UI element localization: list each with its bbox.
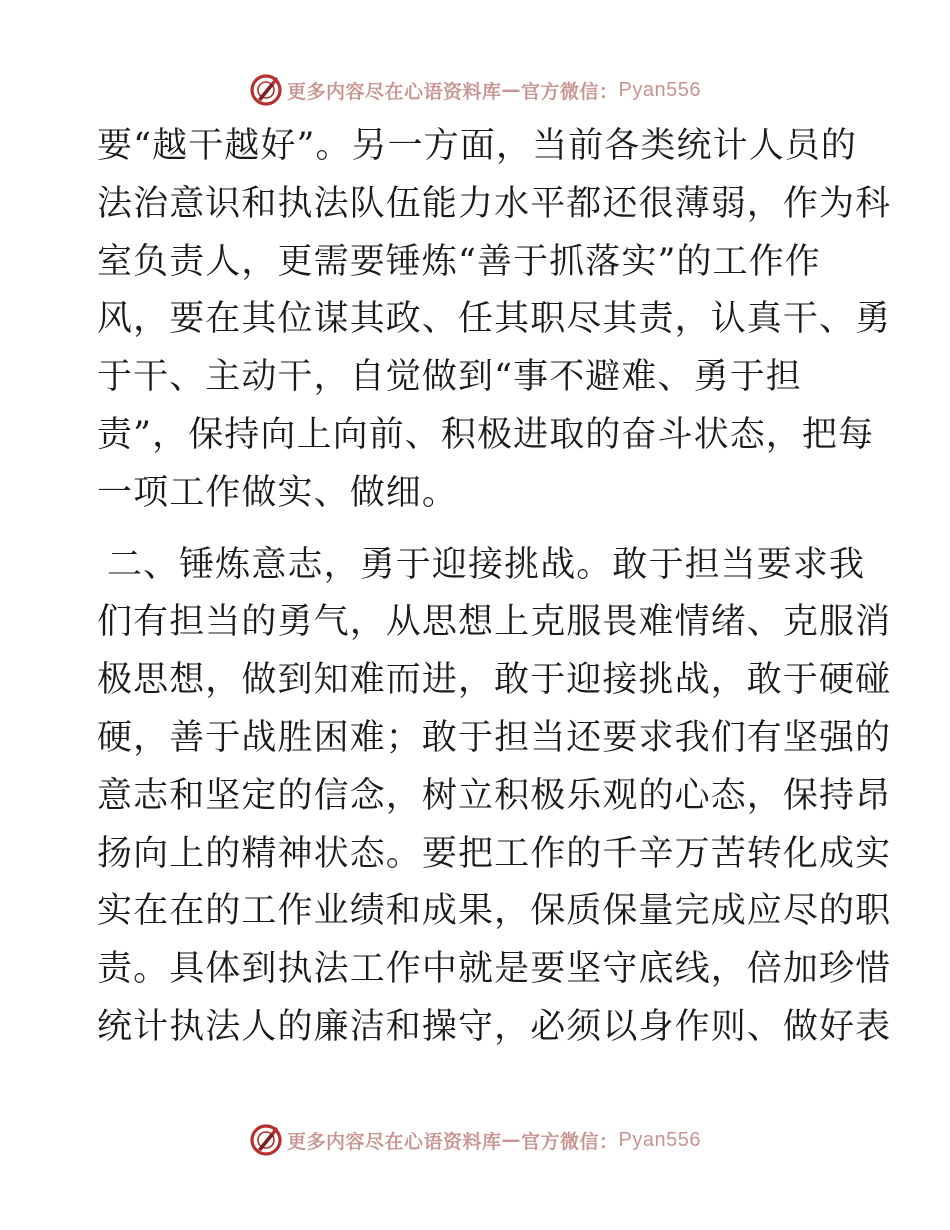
paragraph-1	[97, 118, 892, 523]
footer-banner	[0, 1120, 950, 1160]
banner-wechat-id: Pyan556	[618, 1128, 701, 1151]
text-line: 意志和坚定的信念，树立积极乐观的心态，保持昂	[97, 775, 892, 816]
document-body	[97, 118, 892, 1057]
paragraph-2	[97, 537, 892, 1057]
text-line: 要“越干越好”。另一方面，当前各类统计人员的	[97, 126, 857, 166]
text-line: 法治意识和执法队伍能力水平都还很薄弱，作为科	[97, 183, 892, 224]
text-line: 扬向上的精神状态。要把工作的千辛万苦转化成实	[97, 833, 892, 874]
banner-wechat-label: 官方微信：	[521, 80, 619, 103]
text-line: 风，要在其位谋其政、任其职尽其责，认真干、勇	[97, 299, 892, 340]
banner-wechat-label: 官方微信：	[521, 1130, 619, 1153]
banner-wechat-id: Pyan556	[618, 78, 701, 101]
text-line: 硬，善于战胜困难；敢于担当还要求我们有坚强的	[97, 717, 892, 758]
banner-main-text: 更多内容尽在心语资料库	[287, 80, 502, 103]
text-line: 责。具体到执法工作中就是要坚守底线，倍加珍惜	[97, 949, 892, 990]
text-line: 于干、主动干，自觉做到“事不避难、勇于担	[97, 357, 802, 398]
banner-separator: —	[501, 79, 522, 101]
text-line: 责”，保持向上向前、积极进取的奋斗状态，把每	[97, 414, 875, 455]
text-line: 一项工作做实、做细。	[97, 472, 459, 513]
text-line: 极思想，做到知难而进，敢于迎接挑战，敢于硬碰	[97, 660, 892, 701]
text-line: 统计执法人的廉洁和操守，必须以身作则、做好表	[97, 1006, 892, 1047]
text-line: 们有担当的勇气，从思想上克服畏难情绪、克服消	[97, 602, 892, 643]
text-line: 实在在的工作业绩和成果，保质保量完成应尽的职	[97, 891, 892, 932]
header-banner	[0, 70, 950, 110]
section-heading-line: 二、锤炼意志，勇于迎接挑战。敢于担当要求我	[107, 544, 866, 585]
text-line: 室负责人，更需要锤炼“善于抓落实”的工作作	[97, 241, 821, 282]
brand-logo-icon	[249, 1123, 283, 1157]
paragraph-spacer	[97, 523, 867, 537]
banner-separator: —	[501, 1129, 522, 1151]
banner-main-text: 更多内容尽在心语资料库	[287, 1130, 502, 1153]
brand-logo-icon	[249, 73, 283, 107]
